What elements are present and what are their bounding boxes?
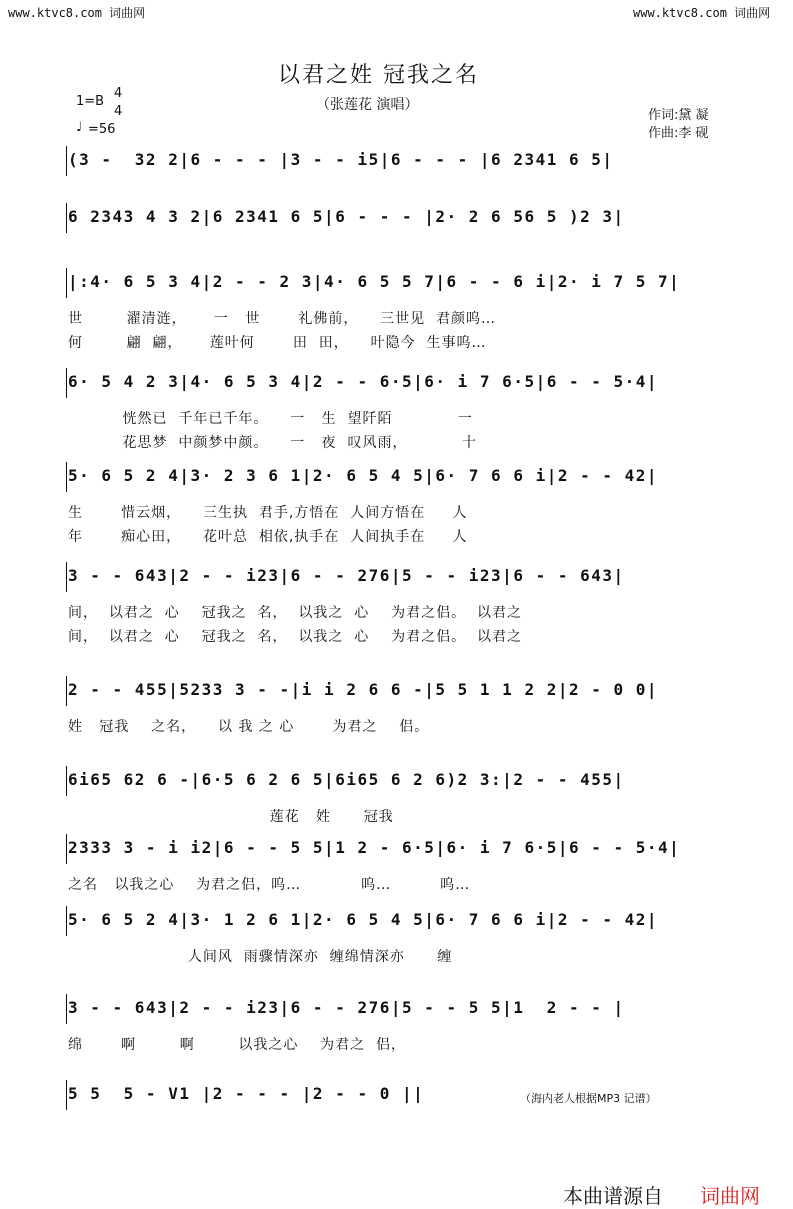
lyric-line: 花思梦 中颜梦中颜。 一 夜 叹风雨， 十 (68, 435, 477, 451)
watermark-right: www.ktvc8.com 词曲网 (633, 6, 771, 20)
source-label: 本曲谱源自 (563, 1184, 663, 1208)
lyric-line: 间， 以君之 心 冠我之 名， 以我之 心 为君之侣。 以君之 (68, 605, 523, 621)
lyric-line: 世 濯清涟， 一 世 礼佛前， 三世见 君颜呜… (68, 311, 497, 327)
notation-line: 5 5 5 - V1 |2 - - - |2 - - 0 || (68, 1084, 425, 1103)
notation-line: |:4· 6 5 3 4|2 - - 2 3|4· 6 5 5 7|6 - - 6 i|2· i 7 5 7| (68, 272, 681, 291)
barline (66, 994, 67, 1024)
barline (66, 462, 67, 492)
notation-line: 5· 6 5 2 4|3· 1 2 6 1|2· 6 5 4 5|6· 7 6 6 i|2 - - 42| (68, 910, 659, 929)
barline (66, 906, 67, 936)
lyric-line: 人间风 雨骤情深亦 缠绵情深亦 缠 (68, 949, 453, 965)
lyric-line: 何 翩 翩， 莲叶何 田 田， 叶隐今 生事呜… (68, 335, 487, 351)
lyric-line: 莲花 姓 冠我 (68, 809, 394, 825)
lyric-line: 恍然已 千年已千年。 一 生 望阡陌 一 (68, 411, 473, 427)
barline (66, 562, 67, 592)
notation-line: 3 - - 643|2 - - i23|6 - - 276|5 - - i23|6 - - 643| (68, 566, 625, 585)
notation-line: 5· 6 5 2 4|3· 2 3 6 1|2· 6 5 4 5|6· 7 6 6 i|2 - - 42| (68, 466, 659, 485)
barline (66, 146, 67, 176)
notation-line: 6 2343 4 3 2|6 2341 6 5|6 - - - |2· 2 6 56 5 )2 3| (68, 207, 625, 226)
barline (66, 766, 67, 796)
lyric-line: 间， 以君之 心 冠我之 名， 以我之 心 为君之侣。 以君之 (68, 629, 523, 645)
source-site: 词曲网 (700, 1184, 760, 1208)
lyric-line: 之名 以我之心 为君之侣，呜… 呜… 呜… (68, 877, 471, 893)
barline (66, 676, 67, 706)
notation-line: (3 - 32 2|6 - - - |3 - - i5|6 - - - |6 2341 6 5| (68, 150, 614, 169)
note-icon: ♩ (76, 120, 83, 135)
barline (66, 1080, 67, 1110)
barline (66, 834, 67, 864)
watermark-left: www.ktvc8.com 词曲网 (8, 6, 146, 20)
composer: 作曲:李 砚 (648, 126, 709, 141)
lyricist: 作词:黛 凝 (648, 108, 709, 123)
barline (66, 203, 67, 233)
tempo: =56 (88, 122, 116, 137)
notation-line: 6i65 62 6 -|6·5 6 2 6 5|6i65 6 2 6)2 3:|2 - - 455| (68, 770, 625, 789)
lyric-line: 年 痴心田， 花叶总 相依,执手在 人间执手在 人 (68, 529, 468, 545)
notation-line: 2333 3 - i i2|6 - - 5 5|1 2 - 6·5|6· i 7 6·5|6 - - 5·4| (68, 838, 681, 857)
barline (66, 368, 67, 398)
notation-line: 3 - - 643|2 - - i23|6 - - 276|5 - - 5 5|1 2 - - | (68, 998, 625, 1017)
song-title: 以君之姓 冠我之名 (278, 63, 479, 88)
key-signature: 1=B (76, 94, 105, 109)
lyric-line: 姓 冠我 之名， 以 我 之 心 为君之 侣。 (68, 719, 430, 735)
time-signature-top: 4 (114, 86, 123, 101)
lyric-line: 绵 啊 啊 以我之心 为君之 侣， (68, 1037, 407, 1053)
lyric-line: 生 惜云烟， 三生执 君手,方悟在 人间方悟在 人 (68, 505, 468, 521)
notation-line: 2 - - 455|5233 3 - -|i i 2 6 6 -|5 5 1 1 2 2|2 - 0 0| (68, 680, 659, 699)
transcription-note: （海内老人根据MP3 记谱） (520, 1092, 657, 1105)
barline (66, 268, 67, 298)
notation-line: 6· 5 4 2 3|4· 6 5 3 4|2 - - 6·5|6· i 7 6·5|6 - - 5·4| (68, 372, 659, 391)
time-signature-bottom: 4 (114, 104, 123, 119)
singer-credit: （张莲花 演唱） (316, 97, 419, 113)
